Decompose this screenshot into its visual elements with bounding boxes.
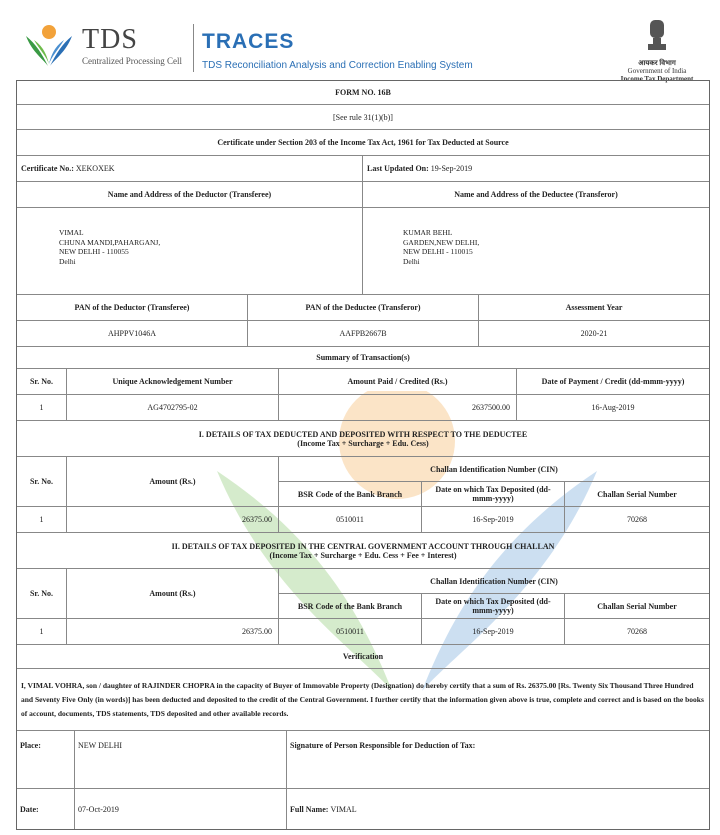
summary-header-row xyxy=(17,369,709,395)
form-title-row xyxy=(17,81,709,105)
section2-date: 16-Sep-2019 xyxy=(422,619,565,644)
section2-heading-row xyxy=(17,533,709,569)
section2-bsr: 0510011 xyxy=(279,619,422,644)
summary-heading-row xyxy=(17,347,709,369)
summary-date: 16-Aug-2019 xyxy=(591,403,635,412)
pan-deductee-value: AAFPB2667B xyxy=(248,321,479,346)
section2-header-serial: Challan Serial Number xyxy=(597,601,677,611)
government-emblem xyxy=(616,18,698,83)
place-label: Place: xyxy=(17,731,75,788)
verification-text: I, VIMAL VOHRA, son / daughter of RAJINDER CHOPRA in the capacity of Buyer of Immovable Property (Designation) do hereby certify that a sum of Rs. 26375.00 [Rs. Twenty Six Thousand Three Hundred and Seventy Five Only (in words)] has been deducted and deposited to the credit of the Central Government. I further certify that the information given above is true, complete and correct and is based on the books of account, documents, TDS statements, TDS deposited and other available records. xyxy=(21,681,704,718)
deductor-address-line: VIMAL xyxy=(59,228,84,237)
form-rule-row xyxy=(17,105,709,130)
place-value: NEW DELHI xyxy=(75,731,287,788)
section1-sr: 1 xyxy=(17,507,67,532)
deductor-address-line: Delhi xyxy=(59,256,76,266)
certificate-no-value: XEKOXEK xyxy=(75,164,115,173)
certificate-heading-row xyxy=(17,130,709,156)
emblem-line1: Government of India xyxy=(627,67,687,75)
parties-heading-row xyxy=(17,182,709,208)
deductor-address-line: NEW DELHI - 110055 xyxy=(59,247,129,256)
last-updated-label: Last Updated On: xyxy=(367,164,429,173)
emblem-icon xyxy=(646,18,668,54)
emblem-hindi-text: आयकर विभाग xyxy=(638,59,676,67)
certificate-heading: Certificate under Section 203 of the Income Tax Act, 1961 for Tax Deducted at Source xyxy=(217,138,509,147)
summary-header-sr: Sr. No. xyxy=(17,369,67,394)
summary-header-ack: Unique Acknowledgement Number xyxy=(67,369,279,394)
section1-header-row xyxy=(17,457,709,507)
deductee-address-line: NEW DELHI - 110015 xyxy=(403,247,473,256)
pan-deductor-value: AHPPV1046A xyxy=(17,321,248,346)
date-name-row xyxy=(17,789,709,829)
form-title: FORM NO. 16B xyxy=(335,88,391,97)
deductee-address-line: Delhi xyxy=(403,256,420,266)
summary-sr: 1 xyxy=(17,395,67,420)
section2-amount: 26375.00 xyxy=(67,619,279,644)
full-name-label: Full Name: xyxy=(290,804,329,814)
signature-label: Signature of Person Responsible for Deduction of Tax: xyxy=(290,741,476,750)
last-updated-cell xyxy=(363,156,709,181)
assessment-year-value: 2020-21 xyxy=(580,329,608,338)
section2-header-row xyxy=(17,569,709,619)
section2-value-row xyxy=(17,619,709,645)
section2-header-amount: Amount (Rs.) xyxy=(67,569,279,618)
tds-subtitle: Centralized Processing Cell xyxy=(82,56,182,66)
section2-subheading: (Income Tax + Surcharge + Edu. Cess + Fee + Interest) xyxy=(269,550,457,560)
section2-serial: 70268 xyxy=(627,627,647,636)
traces-subtitle: TDS Reconciliation Analysis and Correction Enabling System xyxy=(202,60,473,71)
emblem-line2: Income Tax Department xyxy=(620,75,694,83)
deductee-address-line: KUMAR BEHL xyxy=(403,228,453,237)
pan-deductor-label: PAN of the Deductor (Transferee) xyxy=(17,295,248,320)
section1-header-amount: Amount (Rs.) xyxy=(67,457,279,506)
tds-title: TDS xyxy=(82,24,138,55)
section2-header-bsr: BSR Code of the Bank Branch xyxy=(279,594,422,618)
form-16b xyxy=(16,80,710,830)
place-signature-row xyxy=(17,731,709,789)
deductor-address xyxy=(17,208,363,294)
last-updated-value: 19-Sep-2019 xyxy=(430,164,473,173)
summary-header-date: Date of Payment / Credit (dd-mmm-yyyy) xyxy=(541,377,685,386)
deductor-heading: Name and Address of the Deductor (Transferee) xyxy=(17,182,363,207)
section2-sr: 1 xyxy=(17,619,67,644)
tds-logo-icon xyxy=(22,22,76,68)
pan-value-row xyxy=(17,321,709,347)
certificate-no-label: Certificate No.: xyxy=(21,164,74,173)
section1-heading-cell xyxy=(17,421,709,456)
summary-ack: AG4702795-02 xyxy=(67,395,279,420)
section1-header-bsr: BSR Code of the Bank Branch xyxy=(279,482,422,506)
header-divider xyxy=(193,24,194,72)
deductee-address-line: GARDEN,NEW DELHI, xyxy=(403,237,480,247)
pan-heading-row xyxy=(17,295,709,321)
assessment-year-label: Assessment Year xyxy=(565,303,623,312)
summary-amount: 2637500.00 xyxy=(279,395,517,420)
parties-address-row xyxy=(17,208,709,295)
page-header xyxy=(0,0,720,83)
certificate-info-row xyxy=(17,156,709,182)
section1-heading: I. DETAILS OF TAX DEDUCTED AND DEPOSITED WITH RESPECT TO THE DEDUCTEE xyxy=(198,429,528,439)
deductor-address-line: CHUNA MANDI,PAHARGANJ, xyxy=(59,237,161,247)
certificate-no-cell xyxy=(17,156,363,181)
date-value: 07-Oct-2019 xyxy=(75,789,287,829)
summary-header-amount: Amount Paid / Credited (Rs.) xyxy=(279,369,517,394)
section2-heading: II. DETAILS OF TAX DEPOSITED IN THE CENTRAL GOVERNMENT ACCOUNT THROUGH CHALLAN xyxy=(171,541,555,551)
section1-value-row xyxy=(17,507,709,533)
full-name-value: VIMAL xyxy=(330,804,357,814)
section1-cin-heading: Challan Identification Number (CIN) xyxy=(279,457,709,482)
pan-deductee-label: PAN of the Deductee (Transferor) xyxy=(248,295,479,320)
verification-heading-row xyxy=(17,645,709,669)
deductee-address xyxy=(363,208,709,294)
section1-header-serial: Challan Serial Number xyxy=(597,489,677,499)
date-label: Date: xyxy=(17,789,75,829)
verification-text-row xyxy=(17,669,709,731)
section1-serial: 70268 xyxy=(627,515,647,524)
section2-heading-cell xyxy=(17,533,709,568)
verification-heading: Verification xyxy=(342,652,384,661)
section1-date: 16-Sep-2019 xyxy=(422,507,565,532)
summary-value-row xyxy=(17,395,709,421)
section1-bsr: 0510011 xyxy=(279,507,422,532)
form-rule: [See rule 31(1)(b)] xyxy=(333,112,393,122)
section2-header-sr: Sr. No. xyxy=(17,569,67,618)
section1-header-sr: Sr. No. xyxy=(17,457,67,506)
deductee-heading: Name and Address of the Deductee (Transferor) xyxy=(454,190,618,199)
section1-heading-row xyxy=(17,421,709,457)
section1-subheading: (Income Tax + Surcharge + Edu. Cess) xyxy=(297,438,429,448)
section1-header-date: Date on which Tax Deposited (dd-mmm-yyyy) xyxy=(422,482,565,506)
summary-heading: Summary of Transaction(s) xyxy=(316,353,410,362)
traces-title: TRACES xyxy=(202,30,295,53)
section1-amount: 26375.00 xyxy=(67,507,279,532)
full-name-cell xyxy=(287,789,709,829)
section2-header-date: Date on which Tax Deposited (dd-mmm-yyyy) xyxy=(422,594,565,618)
section2-cin-heading: Challan Identification Number (CIN) xyxy=(279,569,709,594)
